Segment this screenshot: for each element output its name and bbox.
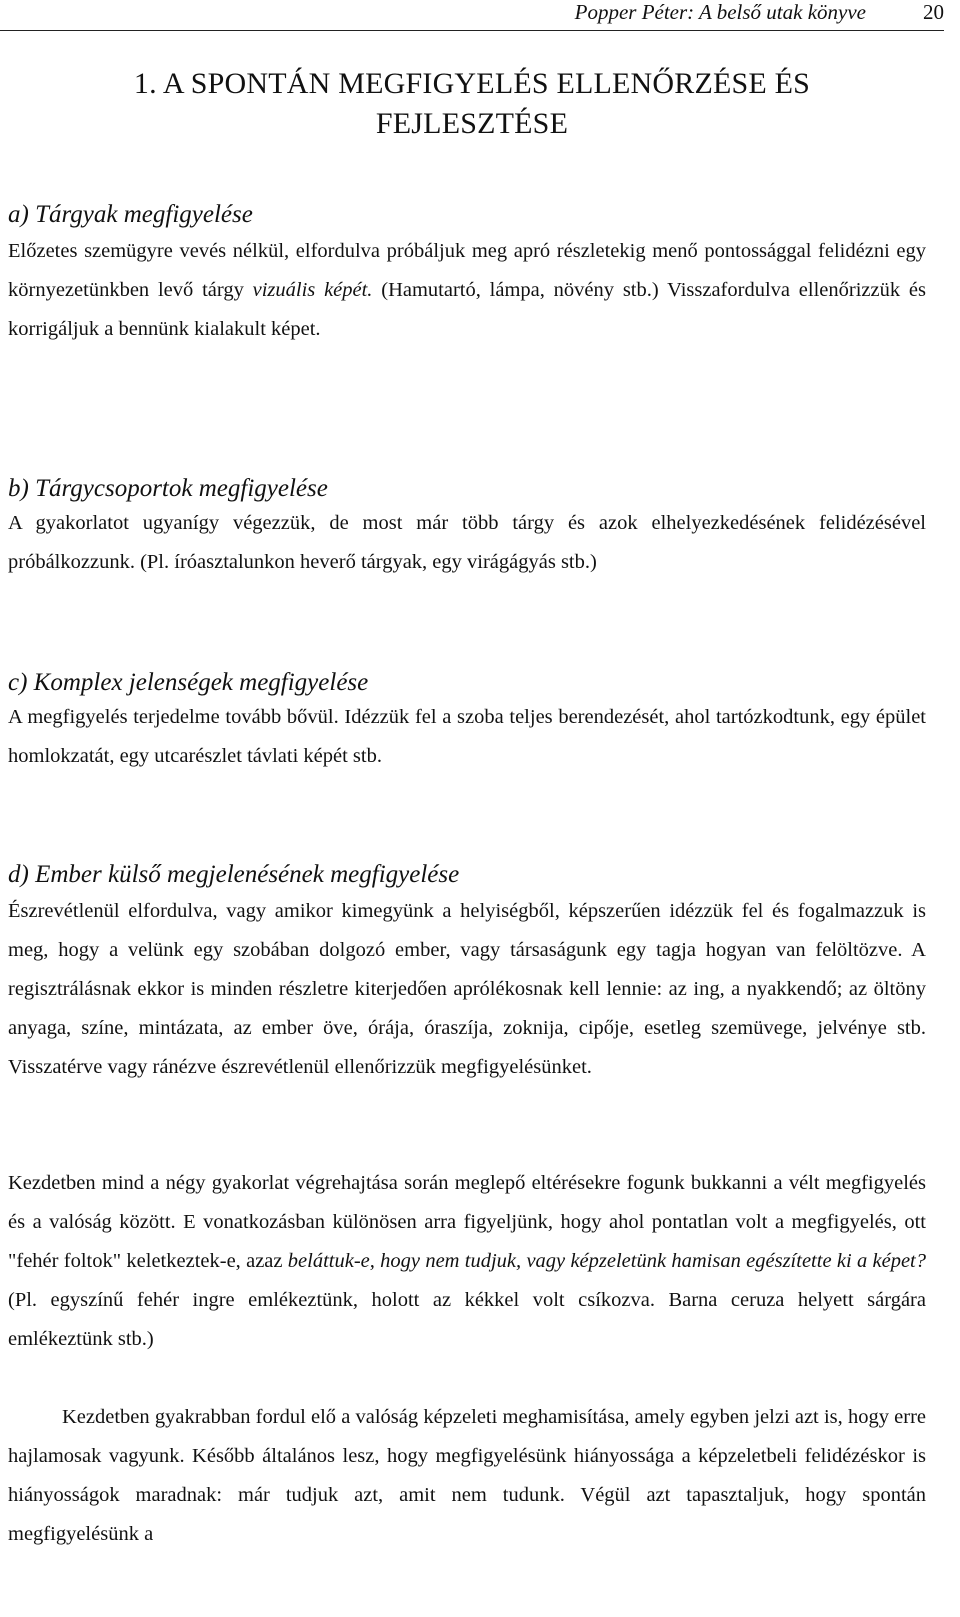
section-title-a: a) Tárgyak megfigyelése bbox=[8, 201, 253, 228]
closing-paragraph-2: Kezdetben gyakrabban fordul elő a valóság képzeleti meghamisítása, amely egyben jelzi azt is, hogy erre hajlamosak vagyunk. Később általános lesz, hogy megfigyelésünk hiányossága a képzeletbeli felidézéskor is hiányosságok maradnak: már tudjuk azt, amit nem tudunk. Végül azt tapasztaljuk, hogy spontán megfigyelésünk a bbox=[8, 1406, 926, 1545]
page-header bbox=[0, 0, 944, 31]
section-title-b: b) Tárgycsoportok megfigyelése bbox=[8, 475, 328, 502]
section-a-text-2: (Hamutartó, lámpa, növény stb.) Visszafordulva ellenőrizzük és korrigáljuk a bennünk kialakult képet. bbox=[8, 279, 926, 340]
section-b-paragraph: A gyakorlatot ugyanígy végezzük, de most már több tárgy és azok elhelyezkedésének felidézésével próbálkozzunk. (Pl. íróasztalunkon heverő tárgyak, egy virágágyás stb.) bbox=[8, 512, 926, 573]
section-a-text-1: Előzetes szemügyre vevés nélkül, elfordulva próbáljuk meg apró részletekig menő pontossággal felidézni egy környezetünkben levő tárgy bbox=[8, 240, 926, 301]
running-title: Popper Péter: A belső utak könyve bbox=[574, 0, 866, 24]
closing-paragraph-1 bbox=[8, 1164, 926, 1359]
section-title-d: d) Ember külső megjelenésének megfigyelése bbox=[8, 861, 460, 888]
chapter-title-line-2: FEJLESZTÉSE bbox=[375, 107, 569, 140]
section-a-emphasis: vizuális képét. bbox=[252, 279, 373, 301]
section-d-paragraph: Észrevétlenül elfordulva, vagy amikor kimegyünk a helyiségből, képszerűen idézzük fel és fogalmazzuk is meg, hogy a velünk egy szobában dolgozó ember, vagy társaságunk egy tagja hogyan van felöltözve. A regisztrálásnak ekkor is minden részletre kiterjedően aprólékosnak kell lennie: az ing, a nyakkendő; az öltöny anyaga, színe, mintázata, az ember öve, órája, óraszíja, zoknija, cipője, esetleg szemüvege, jelvénye stb. Visszatérve vagy ránézve észrevétlenül ellenőrizzük megfigyelésünket. bbox=[8, 900, 926, 1078]
closing-emphasis: beláttuk-e, hogy nem tudjuk, vagy képzeletünk hamisan egészítette ki a képet? bbox=[287, 1250, 926, 1272]
closing-text-2: (Pl. egyszínű fehér ingre emlékeztünk, holott az kékkel volt csíkozva. Barna ceruza helyett sárgára emlékeztünk stb.) bbox=[8, 1289, 926, 1350]
section-c-paragraph: A megfigyelés terjedelme tovább bővül. Idézzük fel a szoba teljes berendezését, ahol tartózkodtunk, egy épület homlokzatát, egy utcarészlet távlati képét stb. bbox=[8, 706, 926, 767]
chapter-title bbox=[0, 64, 944, 144]
section-title-c: c) Komplex jelenségek megfigyelése bbox=[8, 669, 369, 696]
chapter-title-line-1: 1. A SPONTÁN MEGFIGYELÉS ELLENŐRZÉSE ÉS bbox=[133, 67, 811, 100]
closing-text-1: Kezdetben mind a négy gyakorlat végrehajtása során meglepő eltérésekre fogunk bukkanni a vélt megfigyelés és a valóság között. E vonatkozásban különösen arra figyeljünk, hogy ahol pontatlan volt a megfigyelés, ott "fehér foltok" keletkeztek-e, azaz bbox=[8, 1172, 926, 1272]
section-a-paragraph bbox=[8, 232, 926, 349]
page-number: 20 bbox=[923, 0, 944, 24]
